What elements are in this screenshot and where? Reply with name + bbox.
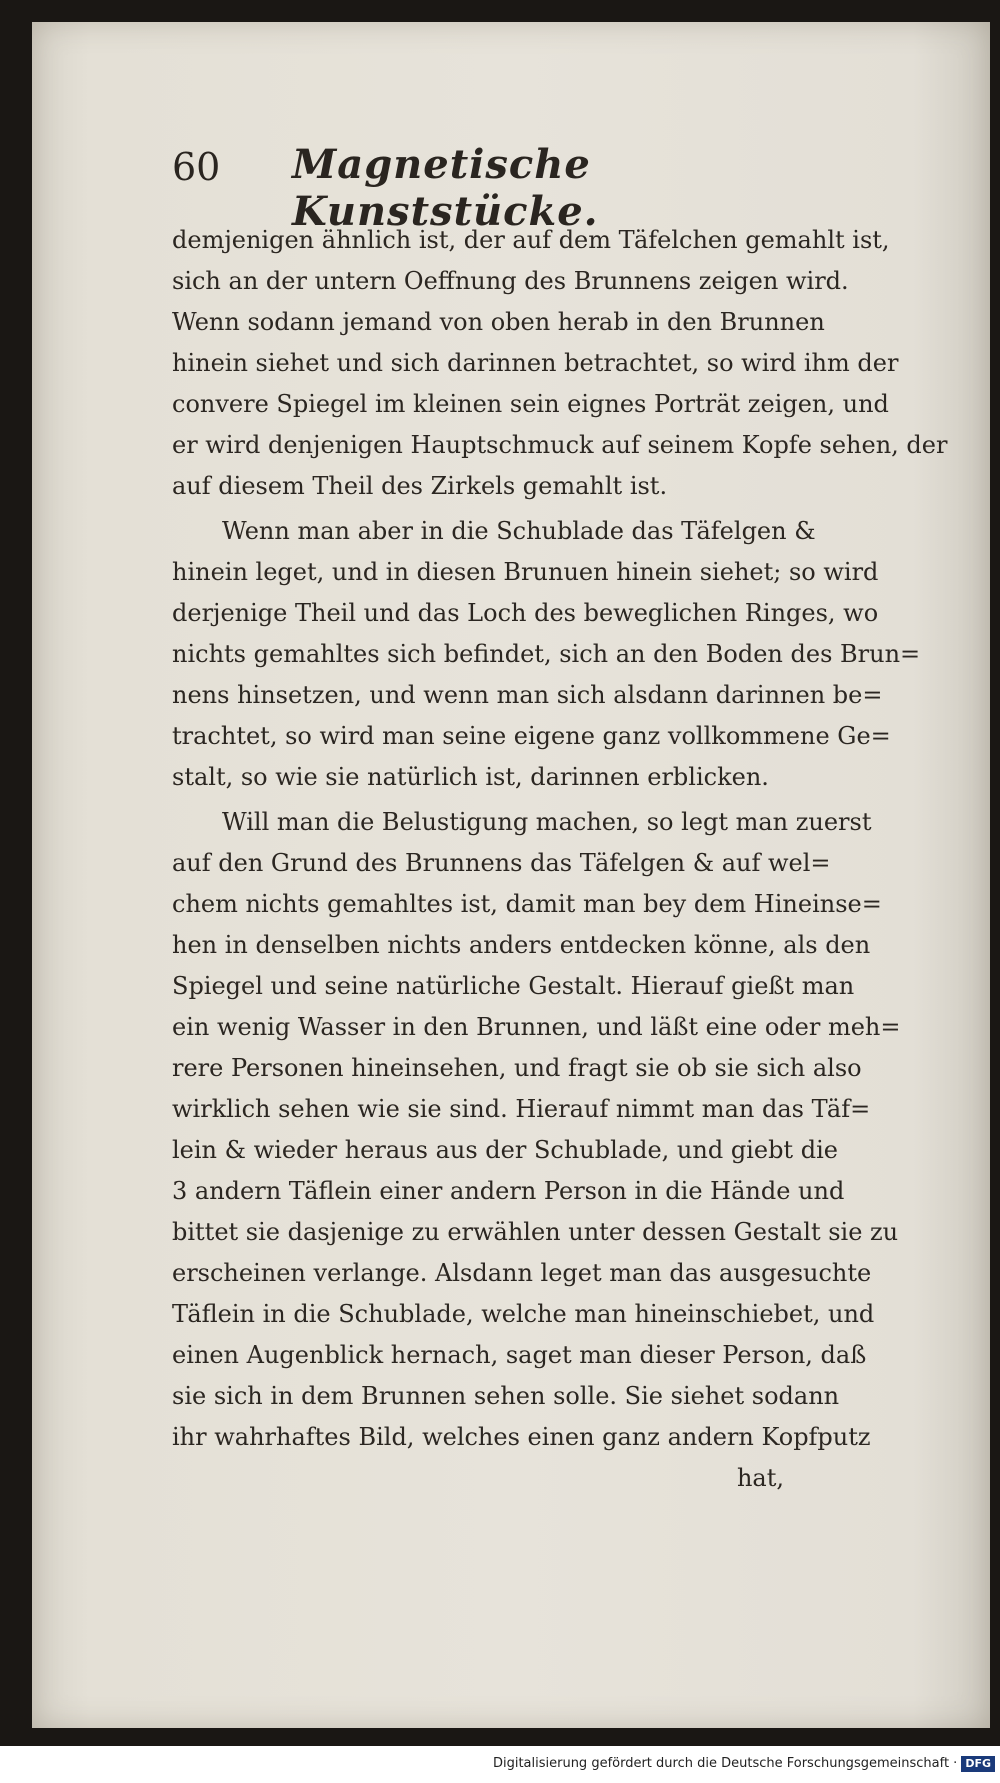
text-line: hen in denselben nichts anders entdecken könne, als den bbox=[172, 931, 871, 959]
text-line: ihr wahrhaftes Bild, welches einen ganz andern Kopfputz bbox=[172, 1423, 871, 1451]
text-line: er wird denjenigen Hauptschmuck auf seinem Kopfe sehen, der bbox=[172, 431, 948, 459]
text-line: nens hinsetzen, und wenn man sich alsdann darinnen be= bbox=[172, 681, 883, 709]
text-line: trachtet, so wird man seine eigene ganz vollkommene Ge= bbox=[172, 722, 891, 750]
text-line: hinein leget, und in diesen Brunuen hinein siehet; so wird bbox=[172, 558, 879, 586]
text-line: chem nichts gemahltes ist, damit man bey dem Hineinse= bbox=[172, 890, 882, 918]
text-line: ein wenig Wasser in den Brunnen, und läßt eine oder meh= bbox=[172, 1013, 901, 1041]
paragraph-1 bbox=[172, 220, 948, 507]
page-header bbox=[172, 135, 792, 235]
text-line: auf den Grund des Brunnens das Täfelgen & auf wel= bbox=[172, 849, 831, 877]
text-line: Wenn sodann jemand von oben herab in den Brunnen bbox=[172, 308, 825, 336]
text-line: lein & wieder heraus aus der Schublade, und giebt die bbox=[172, 1136, 838, 1164]
text-line: wirklich sehen wie sie sind. Hierauf nimmt man das Täf= bbox=[172, 1095, 871, 1123]
text-line: erscheinen verlange. Alsdann leget man das ausgesuchte bbox=[172, 1259, 872, 1287]
body-text bbox=[172, 220, 948, 1499]
text-line: 3 andern Täflein einer andern Person in die Hände und bbox=[172, 1177, 845, 1205]
text-line: einen Augenblick hernach, saget man dieser Person, daß bbox=[172, 1341, 867, 1369]
text-line: convere Spiegel im kleinen sein eignes Porträt zeigen, und bbox=[172, 390, 889, 418]
paragraph-2 bbox=[172, 511, 921, 798]
text-line: bittet sie dasjenige zu erwählen unter dessen Gestalt sie zu bbox=[172, 1218, 899, 1246]
text-line: rere Personen hineinsehen, und fragt sie ob sie sich also bbox=[172, 1054, 862, 1082]
text-line: Täflein in die Schublade, welche man hineinschiebet, und bbox=[172, 1300, 875, 1328]
digitization-credit bbox=[0, 1752, 995, 1776]
page-number: 60 bbox=[172, 145, 221, 189]
text-line: Wenn man aber in die Schublade das Täfelgen & bbox=[222, 517, 816, 545]
text-line: demjenigen ähnlich ist, der auf dem Täfelchen gemahlt ist, bbox=[172, 226, 890, 254]
paragraph-3 bbox=[172, 802, 901, 1458]
text-line: hinein siehet und sich darinnen betrachtet, so wird ihm der bbox=[172, 349, 899, 377]
text-line: sie sich in dem Brunnen sehen solle. Sie siehet sodann bbox=[172, 1382, 840, 1410]
text-line: auf diesem Theil des Zirkels gemahlt ist. bbox=[172, 472, 668, 500]
text-line: Will man die Belustigung machen, so legt man zuerst bbox=[222, 808, 872, 836]
text-line: Spiegel und seine natürliche Gestalt. Hierauf gießt man bbox=[172, 972, 855, 1000]
text-line: derjenige Theil und das Loch des beweglichen Ringes, wo bbox=[172, 599, 879, 627]
running-title: Magnetische Kunststücke. bbox=[292, 141, 599, 235]
dfg-logo: DFG bbox=[961, 1756, 995, 1772]
text-line: nichts gemahltes sich befindet, sich an den Boden des Brun= bbox=[172, 640, 921, 668]
credit-text: Digitalisierung gefördert durch die Deutsche Forschungsgemeinschaft · bbox=[492, 1756, 958, 1771]
catchword: hat, bbox=[736, 1464, 784, 1492]
text-line: stalt, so wie sie natürlich ist, darinnen erblicken. bbox=[172, 763, 769, 791]
text-line: sich an der untern Oeffnung des Brunnens zeigen wird. bbox=[172, 267, 849, 295]
